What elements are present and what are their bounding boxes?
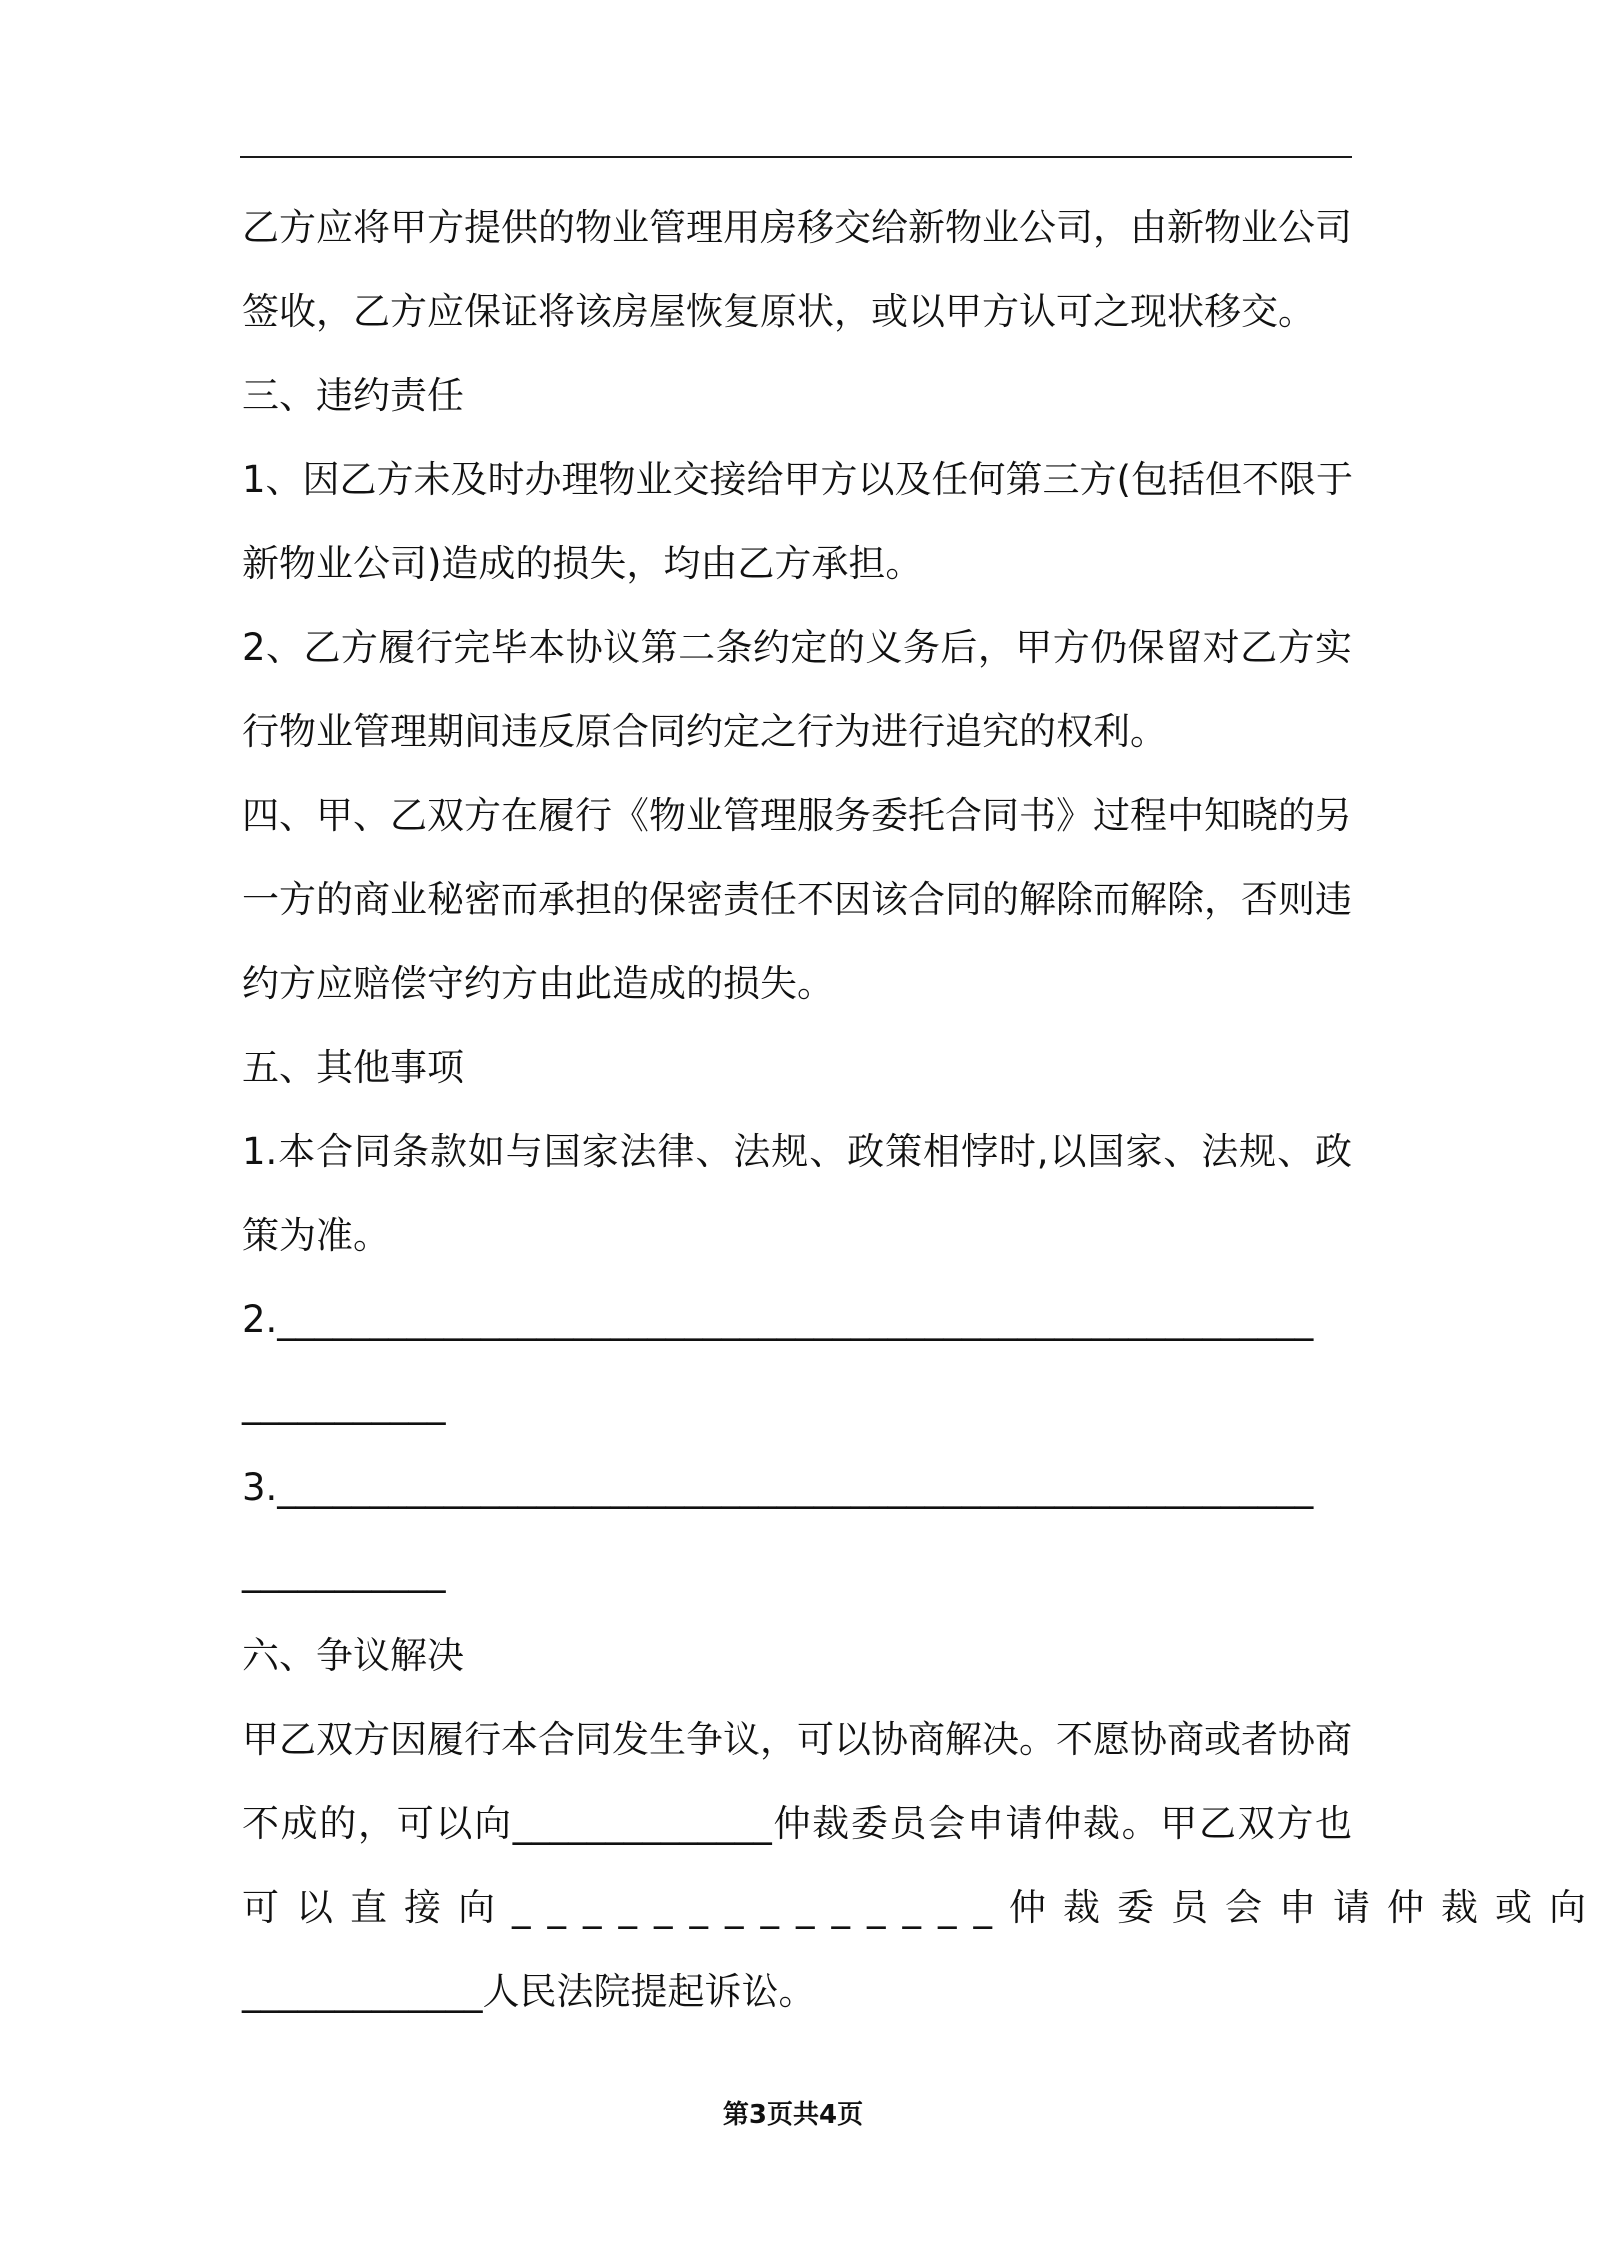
paragraph-line: _____________人民法院提起诉讼。 — [242, 1970, 816, 2013]
paragraph-line: 1、因乙方未及时办理物业交接给甲方以及任何第三方(包括但不限于 — [242, 458, 1353, 501]
paragraph-line: 甲乙双方因履行本合同发生争议，可以协商解决。不愿协商或者协商 — [242, 1718, 1352, 1761]
paragraph-line: 乙方应将甲方提供的物业管理用房移交给新物业公司，由新物业公司 — [242, 206, 1352, 249]
paragraph-line: 行物业管理期间违反原合同约定之行为进行追究的权利。 — [242, 710, 1167, 753]
blank-line: ___________ — [242, 1550, 446, 1593]
paragraph-line: 不成的，可以向______________仲裁委员会申请仲裁。甲乙双方也 — [242, 1802, 1352, 1845]
paragraph-line: 签收，乙方应保证将该房屋恢复原状，或以甲方认可之现状移交。 — [242, 290, 1315, 333]
paragraph-line: 四、甲、乙双方在履行《物业管理服务委托合同书》过程中知晓的另 — [242, 794, 1352, 837]
paragraph-line: 2、乙方履行完毕本协议第二条约定的义务后，甲方仍保留对乙方实 — [242, 626, 1352, 669]
paragraph-line: 新物业公司)造成的损失，均由乙方承担。 — [242, 542, 923, 585]
blank-line: 2.________________________________________________________ — [242, 1298, 1314, 1341]
section-heading-other: 五、其他事项 — [242, 1046, 464, 1089]
paragraph-line: 约方应赔偿守约方由此造成的损失。 — [242, 962, 834, 1005]
section-heading-dispute: 六、争议解决 — [242, 1634, 464, 1677]
paragraph-line: 一方的商业秘密而承担的保密责任不因该合同的解除而解除，否则违 — [242, 878, 1352, 921]
contract-body — [242, 196, 1603, 2044]
section-heading-breach: 三、违约责任 — [242, 374, 464, 417]
paragraph-line: 策为准。 — [242, 1214, 390, 1257]
paragraph-line: 可以直接向______________仲裁委员会申请仲裁或向 — [242, 1886, 1603, 1929]
paragraph-line: 1.本合同条款如与国家法律、法规、政策相悖时,以国家、法规、政 — [242, 1130, 1352, 1173]
page-number: 第3页共4页 — [722, 2100, 864, 2130]
blank-line: 3.________________________________________________________ — [242, 1466, 1314, 1509]
header-rule — [240, 156, 1352, 158]
blank-line: ___________ — [242, 1382, 446, 1425]
